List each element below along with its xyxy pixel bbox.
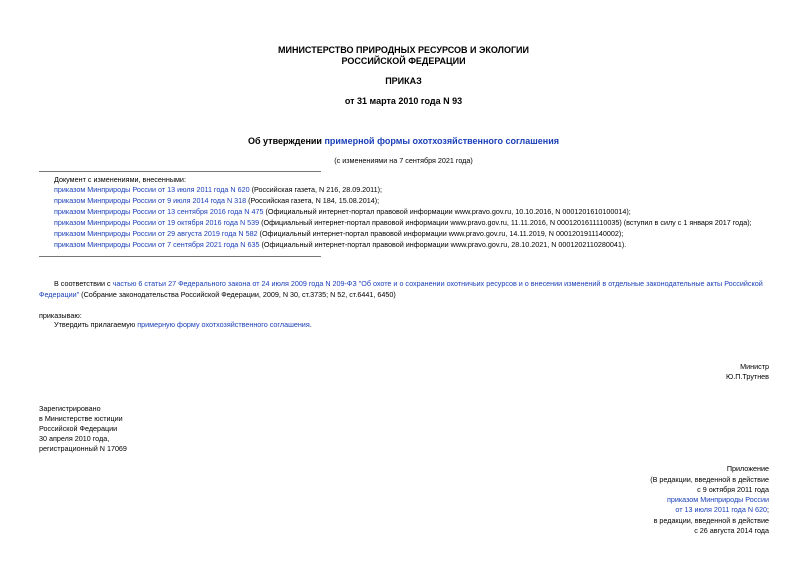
appendix-link-line <box>675 505 769 515</box>
amendments-heading: Документ с изменениями, внесенными: <box>54 175 186 184</box>
registration-line-4: 30 апреля 2010 года, <box>39 434 110 443</box>
form-link[interactable]: примерную форму охотхозяйственного соглашения <box>137 320 310 329</box>
amendment-link-3[interactable]: приказом Минприроды России от 13 сентября 2016 года N 475 <box>54 207 264 216</box>
appendix-title: Приложение <box>726 464 769 473</box>
appendix-line-2: с 9 октября 2011 года <box>697 485 769 494</box>
amendment-link-5[interactable]: приказом Минприроды России от 29 августа 2019 года N 582 <box>54 229 258 238</box>
preamble-rest: (Собрание законодательства Российской Федерации, 2009, N 30, ст.3735; N 52, ст.6441, 6450) <box>79 290 396 299</box>
ministry-line-1: МИНИСТЕРСТВО ПРИРОДНЫХ РЕСУРСОВ И ЭКОЛОГИИ <box>277 45 529 55</box>
amendment-link-4[interactable]: приказом Минприроды России от 19 октября 2016 года N 539 <box>54 218 260 227</box>
appendix-link-1[interactable]: приказом Минприроды России <box>666 495 769 504</box>
approve-prefix: Утвердить прилагаемую <box>54 320 138 329</box>
amendment-item-6 <box>54 240 626 250</box>
divider-top <box>39 171 321 172</box>
law-link-cont[interactable]: Федерации" <box>39 290 80 299</box>
signature-position: Министр <box>740 362 769 371</box>
amendment-text-4: (Официальный интернет-портал правовой информации www.pravo.gov.ru, 11.11.2016, N 0001201611110035) (вступил в силу с 1 января 2017 года); <box>259 218 752 227</box>
appendix-line-3: в редакции, введенной в действие <box>653 516 769 525</box>
signature-name: Ю.П.Трутнев <box>726 372 769 381</box>
amendment-link-6[interactable]: приказом Минприроды России от 7 сентября 2021 года N 635 <box>54 240 260 249</box>
registration-line-3: Российской Федерации <box>39 424 118 433</box>
registration-line-2: в Министерстве юстиции <box>39 414 123 423</box>
divider-bottom <box>39 256 321 257</box>
appendix-link-2[interactable]: от 13 июля 2011 года N 620 <box>675 505 767 514</box>
approve-line <box>54 320 312 330</box>
amendment-text-2: (Российская газета, N 184, 15.08.2014); <box>246 196 380 205</box>
preamble-line-1 <box>54 279 763 289</box>
amendment-link-2[interactable]: приказом Минприроды России от 9 июля 2014 года N 318 <box>54 196 247 205</box>
amendment-link-1[interactable]: приказом Минприроды России от 13 июля 2011 года N 620 <box>54 185 250 194</box>
registration-line-5: регистрационный N 17069 <box>39 444 127 453</box>
amendment-item-4 <box>54 218 752 228</box>
amendment-text-6: (Официальный интернет-портал правовой информации www.pravo.gov.ru, 28.10.2021, N 0001202110280041). <box>259 240 627 249</box>
orders-word: приказываю: <box>39 311 82 320</box>
appendix-line-1: (В редакции, введенной в действие <box>650 475 769 484</box>
ministry-line-2: РОССИЙСКОЙ ФЕДЕРАЦИИ <box>341 56 466 66</box>
registration-line-1: Зарегистрировано <box>39 404 101 413</box>
appendix-line-4: с 26 августа 2014 года <box>694 526 769 535</box>
amendment-item-1 <box>54 185 382 195</box>
doc-type: ПРИКАЗ <box>385 76 422 86</box>
doc-title-link[interactable]: примерной формы охотхозяйственного соглашения <box>324 136 560 146</box>
doc-date: от 31 марта 2010 года N 93 <box>344 96 463 106</box>
appendix-link-suffix: ; <box>767 505 769 514</box>
amendment-text-1: (Российская газета, N 216, 28.09.2011); <box>249 185 383 194</box>
doc-title-prefix: Об утверждении <box>247 136 325 146</box>
doc-title <box>0 136 807 146</box>
amendments-note: (с изменениями на 7 сентября 2021 года) <box>334 156 473 165</box>
preamble-line-2 <box>39 290 396 300</box>
approve-suffix: . <box>309 320 312 329</box>
amendment-text-5: (Официальный интернет-портал правовой информации www.pravo.gov.ru, 14.11.2019, N 0001201911140002); <box>257 229 624 238</box>
amendment-item-5 <box>54 229 623 239</box>
preamble-prefix: В соответствии с <box>54 279 113 288</box>
law-link[interactable]: частью 6 статьи 27 Федерального закона от 24 июля 2009 года N 209-ФЗ "Об охоте и о сохранении охотничьих ресурсов и о внесении изменений в отдельные законодательные акты Российской <box>112 279 763 288</box>
amendment-item-2 <box>54 196 379 206</box>
amendment-text-3: (Официальный интернет-портал правовой информации www.pravo.gov.ru, 10.10.2016, N 0001201610100014); <box>263 207 631 216</box>
amendment-item-3 <box>54 207 631 217</box>
